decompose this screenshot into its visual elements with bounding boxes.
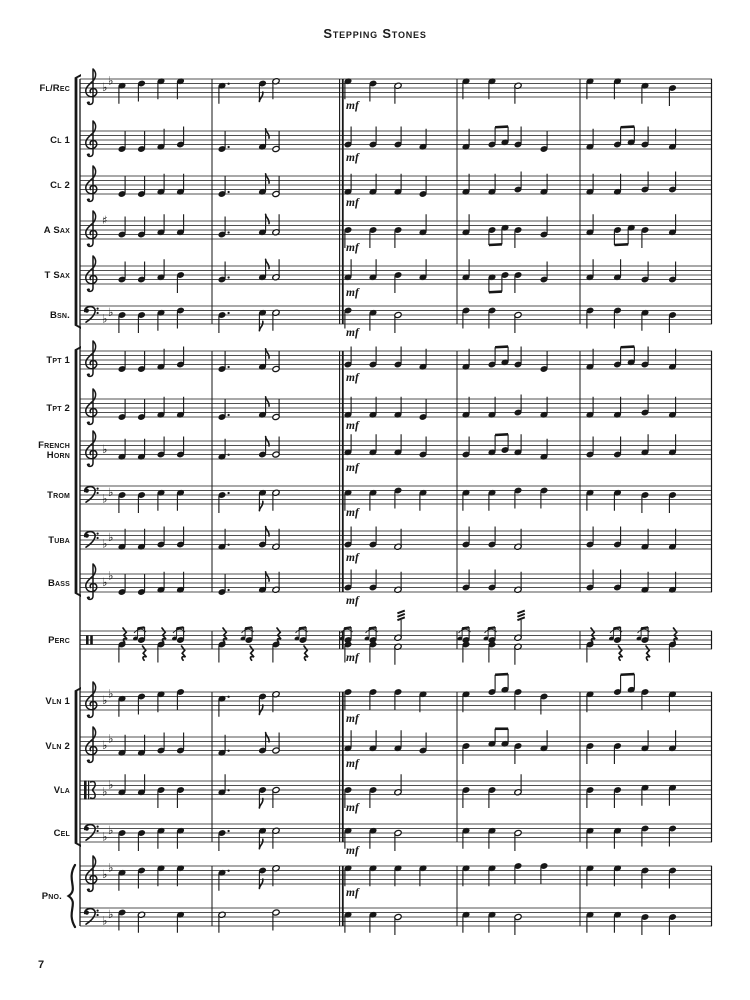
note-beam: [495, 434, 508, 435]
tremolo-mark: [517, 614, 524, 617]
flat-sign: ♭: [108, 860, 114, 875]
quarter-rest: [250, 646, 254, 660]
quarter-rest: [304, 646, 308, 660]
piano-brace: [69, 865, 76, 927]
staff-label: T Sax: [44, 270, 70, 281]
note-beam: [369, 627, 376, 628]
flat-sign: ♭: [108, 484, 114, 499]
augmentation-dot: [227, 83, 229, 85]
tremolo-mark: [517, 617, 524, 620]
note-beam: [488, 627, 495, 628]
flat-sign: ♭: [108, 906, 114, 921]
augmentation-dot: [227, 492, 229, 494]
quarter-rest: [143, 646, 147, 660]
staff-label: Bass: [47, 578, 70, 589]
flat-sign: ♭: [108, 73, 114, 88]
staff-label: Perc: [48, 635, 70, 646]
note-beam: [462, 627, 469, 628]
augmentation-dot: [227, 276, 229, 278]
treble-clef-icon: [86, 389, 97, 424]
quarter-rest: [619, 646, 623, 660]
treble-clef-icon: [87, 153, 90, 156]
treble-clef-icon: [86, 341, 97, 376]
treble-clef-icon: [87, 759, 90, 762]
treble-clef-icon: [86, 121, 97, 156]
flat-sign: ♭: [108, 529, 114, 544]
note-beam: [489, 244, 502, 245]
augmentation-dot: [227, 231, 229, 233]
dynamic-mark: mf: [346, 152, 359, 164]
flat-sign: ♭: [102, 575, 108, 590]
note-beam: [138, 627, 145, 628]
dynamic-mark: mf: [346, 242, 359, 254]
augmentation-dot: [227, 696, 229, 698]
staff-label: Bsn.: [49, 310, 70, 321]
staff-label: Vla: [53, 785, 70, 796]
alto-clef-icon: [88, 781, 89, 800]
treble-clef-icon: [87, 596, 90, 599]
group-bracket: [75, 350, 78, 594]
augmentation-dot: [227, 191, 229, 193]
staff-label: A Sax: [43, 225, 70, 236]
note-beam: [489, 292, 502, 293]
dynamic-mark: mf: [346, 802, 359, 814]
note-beam: [177, 627, 184, 628]
staff-label: Vln 1: [45, 696, 70, 707]
bass-clef-icon: [97, 312, 99, 314]
dynamic-mark: mf: [346, 372, 359, 384]
flat-sign: ♭: [108, 304, 114, 319]
treble-clef-icon: [86, 256, 97, 291]
flat-sign: ♭: [102, 536, 108, 551]
treble-clef-icon: [87, 421, 90, 424]
flat-sign: ♭: [102, 829, 108, 844]
treble-clef-icon: [87, 463, 90, 466]
flat-sign: ♭: [108, 777, 114, 792]
percussion-clef-icon: [86, 636, 89, 645]
quarter-rest: [182, 646, 186, 660]
flat-sign: ♭: [102, 442, 108, 457]
bass-clef-icon: [97, 830, 99, 832]
flat-sign: ♭: [102, 867, 108, 882]
tremolo-mark: [397, 611, 404, 614]
flat-sign: ♭: [108, 686, 114, 701]
treble-clef-icon: [86, 727, 97, 762]
bass-clef-icon: [97, 537, 99, 539]
augmentation-dot: [227, 750, 229, 752]
flat-sign: ♭: [102, 738, 108, 753]
dynamic-mark: mf: [346, 462, 359, 474]
flat-sign: ♭: [102, 693, 108, 708]
treble-clef-icon: [87, 888, 90, 891]
dynamic-mark: mf: [346, 845, 359, 857]
note-beam: [344, 627, 351, 628]
tremolo-mark: [397, 617, 404, 620]
treble-clef-icon: [87, 714, 90, 717]
bass-clef-icon: [97, 492, 99, 494]
note-beam: [614, 627, 621, 628]
staff-label: Cl 1: [50, 135, 70, 146]
staff-label: Fl/Rec: [39, 83, 70, 94]
flat-sign: ♭: [108, 822, 114, 837]
treble-clef-icon: [86, 856, 97, 891]
treble-clef-icon: [86, 69, 97, 104]
bass-clef-icon: [97, 308, 99, 310]
note-beam: [621, 347, 635, 348]
flat-sign: ♭: [108, 568, 114, 583]
dynamic-mark: mf: [346, 100, 359, 112]
treble-clef-icon: [86, 431, 97, 466]
group-bracket: [75, 78, 78, 326]
bass-clef-icon: [97, 910, 99, 912]
staff-label: Trom: [47, 490, 70, 501]
dynamic-mark: mf: [346, 327, 359, 339]
note-beam: [621, 674, 635, 675]
staff-label: Pno.: [41, 891, 62, 902]
piece-title: Stepping Stones: [323, 26, 427, 41]
staff-label: Tuba: [48, 535, 70, 546]
treble-clef-icon: [86, 682, 97, 717]
percussion-clef-icon: [90, 636, 93, 645]
staff-label: Tpt 2: [46, 403, 70, 414]
dynamic-mark: mf: [346, 197, 359, 209]
dynamic-mark: mf: [346, 552, 359, 564]
treble-clef-icon: [86, 211, 97, 246]
note-beam: [299, 627, 306, 628]
flat-sign: ♭: [102, 784, 108, 799]
staff-label: Tpt 1: [46, 355, 70, 366]
augmentation-dot: [227, 789, 229, 791]
augmentation-dot: [227, 544, 229, 546]
quarter-rest: [646, 646, 650, 660]
dynamic-mark: mf: [346, 713, 359, 725]
group-bracket: [75, 691, 78, 844]
tremolo-mark: [517, 611, 524, 614]
group-bracket: [75, 74, 81, 78]
augmentation-dot: [227, 312, 229, 314]
note-beam: [621, 127, 635, 128]
treble-clef-icon: [87, 243, 90, 246]
flat-sign: ♭: [102, 80, 108, 95]
staff-label: Cl 2: [50, 180, 70, 191]
treble-clef-icon: [86, 564, 97, 599]
bass-clef-icon: [97, 914, 99, 916]
staff-label: Vln 2: [45, 741, 70, 752]
flat-sign: ♭: [102, 913, 108, 928]
augmentation-dot: [227, 870, 229, 872]
dynamic-mark: mf: [346, 507, 359, 519]
page-number: 7: [38, 959, 45, 971]
treble-clef-icon: [87, 198, 90, 201]
bass-clef-icon: [97, 533, 99, 535]
treble-clef-icon: [87, 101, 90, 104]
note-beam: [495, 674, 508, 675]
augmentation-dot: [227, 146, 229, 148]
flat-sign: ♭: [102, 311, 108, 326]
dynamic-mark: mf: [346, 287, 359, 299]
augmentation-dot: [227, 589, 229, 591]
augmentation-dot: [227, 366, 229, 368]
flat-sign: ♭: [102, 491, 108, 506]
note-beam: [641, 627, 648, 628]
note-beam: [614, 244, 628, 245]
note-beam: [245, 627, 252, 628]
treble-clef-icon: [87, 373, 90, 376]
dynamic-mark: mf: [346, 420, 359, 432]
staff-label: Cel: [53, 828, 70, 839]
augmentation-dot: [227, 414, 229, 416]
sharp-sign: ♯: [102, 213, 108, 228]
note-beam: [495, 347, 508, 348]
dynamic-mark: mf: [346, 652, 359, 664]
note-beam: [495, 127, 508, 128]
treble-clef-icon: [87, 288, 90, 291]
staff-label: Horn: [46, 450, 70, 461]
dynamic-mark: mf: [346, 595, 359, 607]
augmentation-dot: [227, 454, 229, 456]
staff-label: French: [38, 440, 70, 451]
bass-clef-icon: [97, 488, 99, 490]
treble-clef-icon: [86, 166, 97, 201]
dynamic-mark: mf: [346, 887, 359, 899]
bass-clef-icon: [97, 826, 99, 828]
dynamic-mark: mf: [346, 758, 359, 770]
tremolo-mark: [397, 614, 404, 617]
augmentation-dot: [227, 830, 229, 832]
alto-clef-icon: [84, 781, 87, 800]
flat-sign: ♭: [108, 731, 114, 746]
